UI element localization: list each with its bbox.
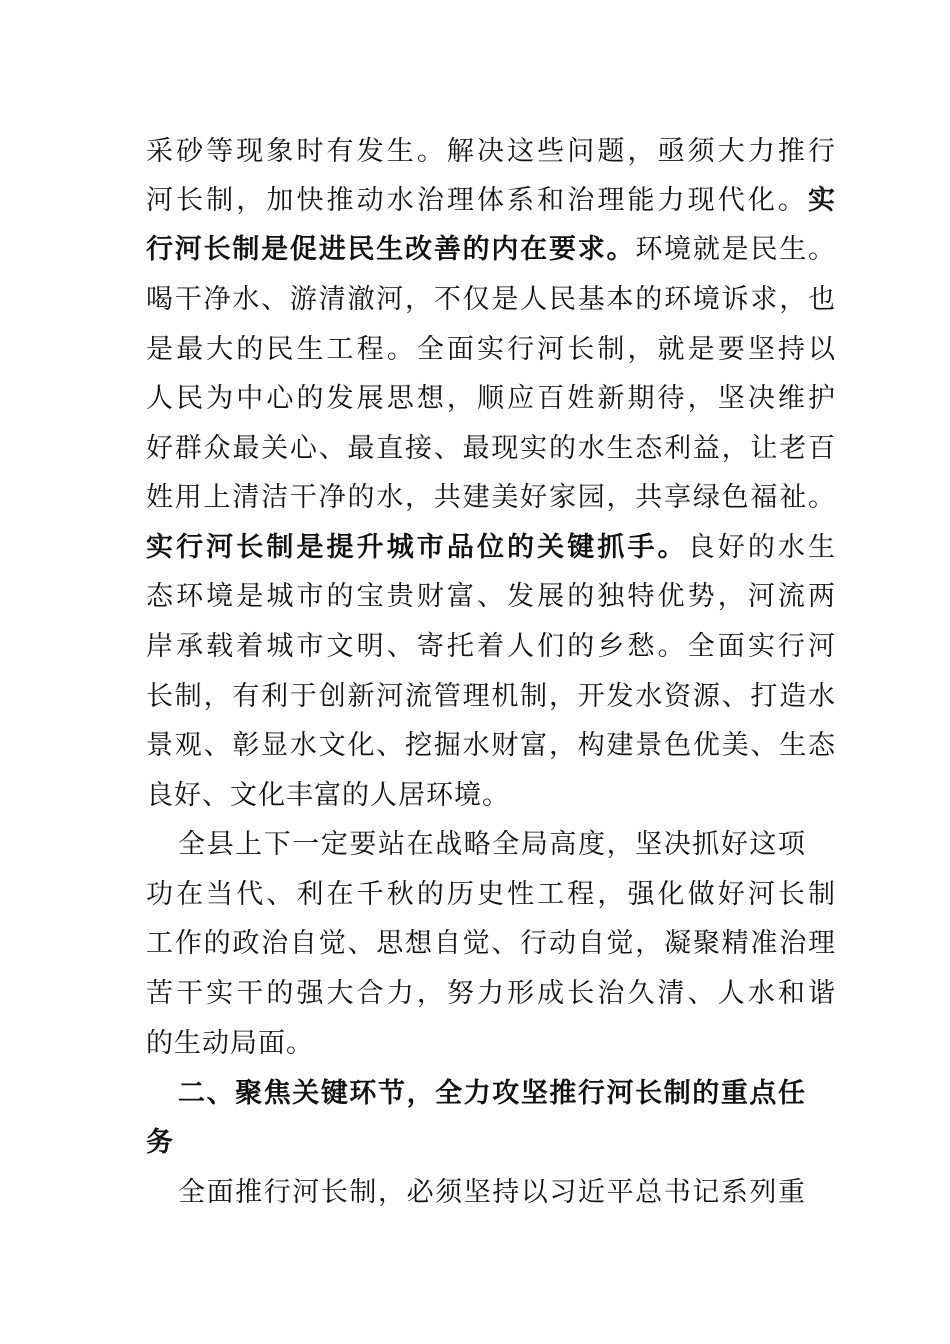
text-run: 景观、彰显水文化、挖掘水财富，构建景色优美、生态 [146, 730, 836, 761]
text-run: 是最大的民生工程。全面实行河长制，就是要坚持以 [146, 334, 836, 365]
paragraph-line [146, 230, 836, 270]
paragraph-line [146, 627, 836, 667]
paragraph-line [178, 1173, 806, 1213]
paragraph-line [146, 776, 836, 816]
paragraph-line [146, 875, 836, 915]
text-run: 态环境是城市的宝贵财富、发展的独特优势，河流两 [146, 581, 836, 612]
text-run: 河长制，加快推动水治理体系和治理能力现代化。 [146, 185, 808, 216]
paragraph-line [146, 726, 836, 766]
text-run: 功在当代、利在千秋的历史性工程，强化做好河长制 [146, 879, 836, 910]
heading-text: 二、聚焦关键环节，全力攻坚推行河长制的重点任 [178, 1078, 806, 1109]
paragraph-line [146, 181, 836, 221]
bold-text-run: 实行河长制是提升城市品位的关键抓手。 [146, 532, 688, 563]
text-run: 良好的水生 [687, 532, 837, 563]
text-run: 长制，有利于创新河流管理机制，开发水资源、打造水 [146, 681, 836, 712]
bold-text-run: 行河长制是促进民生改善的内在要求。 [146, 234, 636, 265]
text-run: 良好、文化丰富的人居环境。 [146, 780, 510, 811]
section-heading-continued [146, 1123, 836, 1163]
text-run: 岸承载着城市文明、寄托着人们的乡愁。全面实行河 [146, 631, 836, 662]
paragraph-line [146, 429, 836, 469]
text-run: 人民为中心的发展思想，顺应百姓新期待，坚决维护 [146, 383, 836, 414]
paragraph-line [146, 330, 836, 370]
section-heading [178, 1074, 806, 1114]
text-run: 姓用上清洁干净的水，共建美好家园，共享绿色福祉。 [146, 482, 836, 513]
text-run: 全面推行河长制，必须坚持以习近平总书记系列重 [178, 1177, 806, 1208]
paragraph-line [146, 1024, 836, 1064]
paragraph-line [146, 677, 836, 717]
heading-text: 务 [146, 1127, 174, 1158]
paragraph-line [146, 280, 836, 320]
text-run: 工作的政治自觉、思想自觉、行动自觉，凝聚精准治理 [146, 928, 836, 959]
paragraph-line [146, 478, 836, 518]
paragraph-line [146, 528, 836, 568]
text-run: 环境就是民生。 [635, 234, 837, 265]
paragraph-line [146, 379, 836, 419]
paragraph-line [146, 132, 836, 172]
paragraph-line [146, 577, 836, 617]
text-run: 的生动局面。 [146, 1028, 314, 1059]
text-run: 苦干实干的强大合力，努力形成长治久清、人水和谐 [146, 978, 836, 1009]
text-run: 全县上下一定要站在战略全局高度，坚决抓好这项 [178, 829, 806, 860]
paragraph-line [146, 924, 836, 964]
bold-text-run: 实 [808, 185, 836, 216]
text-run: 采砂等现象时有发生。解决这些问题，亟须大力推行 [146, 136, 836, 167]
paragraph-line [178, 825, 806, 865]
paragraph-line [146, 974, 836, 1014]
text-run: 好群众最关心、最直接、最现实的水生态利益，让老百 [146, 433, 836, 464]
text-run: 喝干净水、游清澈河，不仅是人民基本的环境诉求，也 [146, 284, 836, 315]
